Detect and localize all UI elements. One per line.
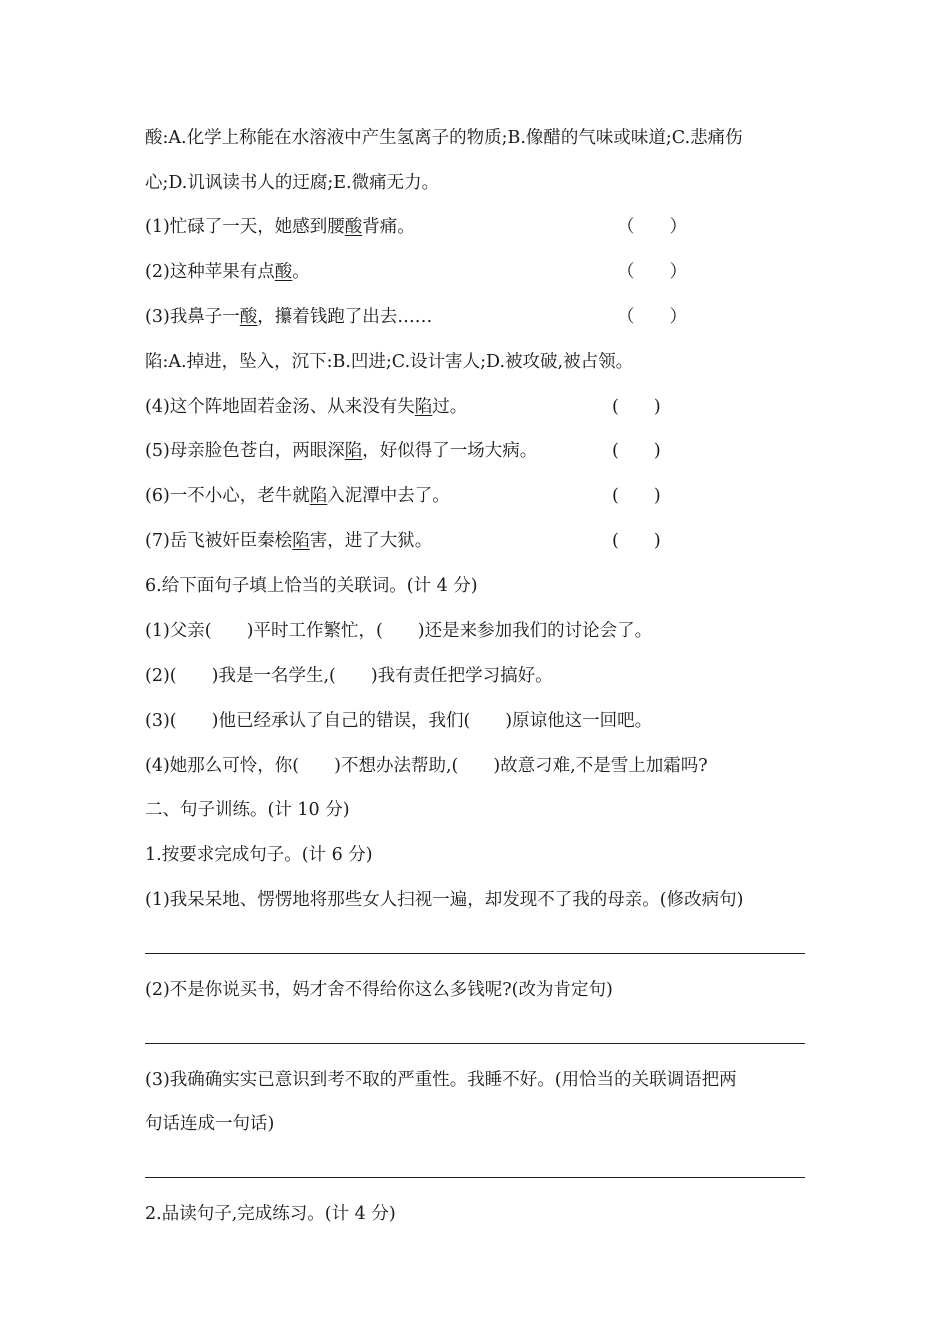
key-character: 酸 <box>274 262 293 282</box>
answer-line-1 <box>145 953 805 954</box>
definition-xian: 陷:A.掉进，坠入，沉下:B.凹进;C.设计害人;D.被攻破,被占领。 <box>145 352 634 372</box>
key-character: 酸 <box>344 217 363 237</box>
question-6-item-3: (3)( )他已经承认了自己的错误，我们( )原谅他这一回吧。 <box>145 711 653 731</box>
answer-paren-3: （ ） <box>617 307 687 327</box>
question-item-7: (7)岳飞被奸臣秦桧陷害，进了大狱。 <box>145 531 433 551</box>
question-1-item-3-continued: 句话连成一句话) <box>145 1114 275 1134</box>
question-item-2: (2)这种苹果有点酸。 <box>145 262 310 282</box>
answer-paren-2: （ ） <box>617 262 687 282</box>
key-character: 陷 <box>414 397 433 417</box>
question-6-item-2: (2)( )我是一名学生,( )我有责任把学习搞好。 <box>145 666 553 686</box>
answer-paren-1: （ ） <box>617 217 687 237</box>
section-2-title: 二、句子训练。(计 10 分) <box>145 800 350 820</box>
key-character: 陷 <box>292 531 310 551</box>
question-item-6: (6)一不小心，老牛就陷入泥潭中去了。 <box>145 486 450 506</box>
definition-suan-line-1: 酸:A.化学上称能在水溶液中产生氢离子的物质;B.像醋的气味或味道;C.悲痛伤 <box>145 128 743 148</box>
question-1-item-1: (1)我呆呆地、愣愣地将那些女人扫视一遍，却发现不了我的母亲。(修改病句) <box>145 890 744 910</box>
question-item-5: (5)母亲脸色苍白，两眼深陷，好似得了一场大病。 <box>145 441 538 461</box>
definition-suan-line-2: 心;D.讥讽读书人的迂腐;E.微痛无力。 <box>145 173 440 193</box>
question-6-title: 6.给下面句子填上恰当的关联词。(计 4 分) <box>145 576 478 596</box>
question-1-title: 1.按要求完成句子。(计 6 分) <box>145 845 373 865</box>
answer-line-2 <box>145 1043 805 1044</box>
answer-paren-7: ( ) <box>612 531 661 551</box>
key-character: 陷 <box>309 486 328 506</box>
question-item-4: (4)这个阵地固若金汤、从来没有失陷过。 <box>145 397 468 417</box>
answer-line-3 <box>145 1177 805 1178</box>
question-item-1: (1)忙碌了一天，她感到腰酸背痛。 <box>145 217 415 237</box>
answer-paren-6: ( ) <box>612 486 661 506</box>
question-1-item-3: (3)我确确实实已意识到考不取的严重性。我睡不好。(用恰当的关联调语把两 <box>145 1070 737 1090</box>
question-6-item-1: (1)父亲( )平时工作繁忙，( )还是来参加我们的讨论会了。 <box>145 621 653 641</box>
key-character: 酸 <box>239 307 258 327</box>
question-item-3: (3)我鼻子一酸，攥着钱跑了出去…… <box>145 307 433 327</box>
key-character: 陷 <box>344 441 363 461</box>
question-6-item-4: (4)她那么可怜，你( )不想办法帮助,( )故意刁难,不是雪上加霜吗? <box>145 756 708 776</box>
question-2-title: 2.品读句子,完成练习。(计 4 分) <box>145 1204 396 1224</box>
question-1-item-2: (2)不是你说买书，妈才舍不得给你这么多钱呢?(改为肯定句) <box>145 980 613 1000</box>
answer-paren-4: ( ) <box>612 397 661 417</box>
answer-paren-5: ( ) <box>612 441 661 461</box>
